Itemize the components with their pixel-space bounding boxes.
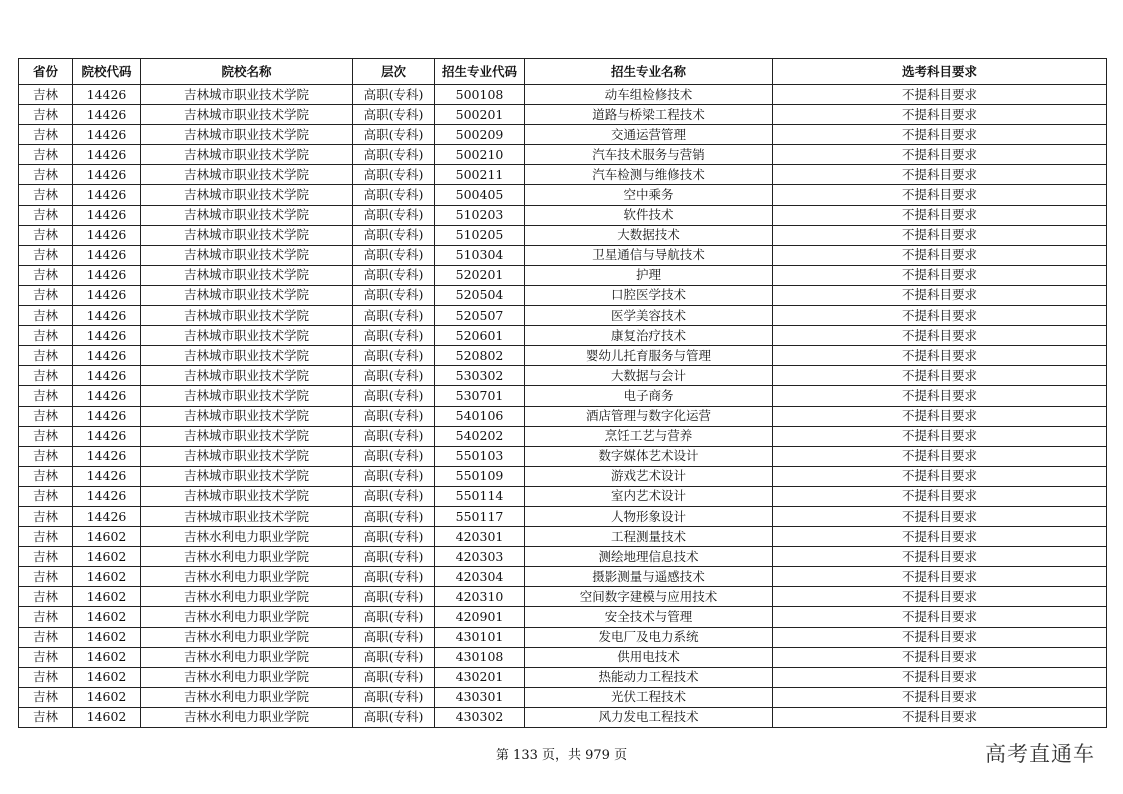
cell-level: 高职(专科) (353, 547, 435, 567)
cell-school-code: 14426 (73, 366, 141, 386)
cell-level: 高职(专科) (353, 647, 435, 667)
table-row (19, 145, 1107, 165)
cell-province: 吉林 (19, 306, 73, 326)
cell-subject-requirement: 不提科目要求 (773, 486, 1107, 506)
cell-major-code: 550109 (435, 466, 525, 486)
cell-province: 吉林 (19, 105, 73, 125)
cell-major-code: 530701 (435, 386, 525, 406)
cell-major-code: 500210 (435, 145, 525, 165)
cell-province: 吉林 (19, 326, 73, 346)
cell-level: 高职(专科) (353, 446, 435, 466)
cell-subject-requirement: 不提科目要求 (773, 446, 1107, 466)
cell-school-name: 吉林水利电力职业学院 (141, 627, 353, 647)
table-row (19, 85, 1107, 105)
cell-province: 吉林 (19, 486, 73, 506)
table-row (19, 627, 1107, 647)
cell-level: 高职(专科) (353, 185, 435, 205)
cell-major-name: 风力发电工程技术 (525, 707, 773, 727)
cell-major-name: 道路与桥梁工程技术 (525, 105, 773, 125)
cell-school-name: 吉林城市职业技术学院 (141, 346, 353, 366)
cell-major-name: 婴幼儿托育服务与管理 (525, 346, 773, 366)
cell-school-code: 14426 (73, 326, 141, 346)
cell-level: 高职(专科) (353, 607, 435, 627)
cell-school-code: 14426 (73, 506, 141, 526)
cell-major-name: 人物形象设计 (525, 506, 773, 526)
cell-school-code: 14426 (73, 145, 141, 165)
cell-level: 高职(专科) (353, 165, 435, 185)
cell-school-name: 吉林城市职业技术学院 (141, 426, 353, 446)
cell-province: 吉林 (19, 205, 73, 225)
table-row (19, 466, 1107, 486)
header-major-code: 招生专业代码 (435, 59, 525, 85)
cell-school-code: 14426 (73, 265, 141, 285)
cell-school-code: 14426 (73, 225, 141, 245)
cell-school-code: 14602 (73, 547, 141, 567)
cell-level: 高职(专科) (353, 527, 435, 547)
cell-province: 吉林 (19, 707, 73, 727)
cell-school-name: 吉林水利电力职业学院 (141, 707, 353, 727)
cell-school-code: 14426 (73, 245, 141, 265)
cell-level: 高职(专科) (353, 306, 435, 326)
table-body (19, 85, 1107, 728)
table-row (19, 366, 1107, 386)
table-row (19, 667, 1107, 687)
cell-province: 吉林 (19, 547, 73, 567)
cell-subject-requirement: 不提科目要求 (773, 567, 1107, 587)
table-row (19, 225, 1107, 245)
cell-major-name: 护理 (525, 265, 773, 285)
cell-major-name: 医学美容技术 (525, 306, 773, 326)
cell-school-code: 14426 (73, 165, 141, 185)
page-number: 第 133 页，共 979 页 (495, 748, 628, 763)
cell-subject-requirement: 不提科目要求 (773, 245, 1107, 265)
cell-level: 高职(专科) (353, 466, 435, 486)
cell-province: 吉林 (19, 647, 73, 667)
cell-major-code: 500201 (435, 105, 525, 125)
cell-province: 吉林 (19, 386, 73, 406)
cell-school-name: 吉林城市职业技术学院 (141, 245, 353, 265)
cell-school-name: 吉林城市职业技术学院 (141, 386, 353, 406)
cell-subject-requirement: 不提科目要求 (773, 547, 1107, 567)
cell-school-name: 吉林城市职业技术学院 (141, 185, 353, 205)
table-row (19, 386, 1107, 406)
cell-major-name: 口腔医学技术 (525, 285, 773, 305)
cell-major-code: 430201 (435, 667, 525, 687)
cell-major-code: 500405 (435, 185, 525, 205)
table-row (19, 406, 1107, 426)
cell-major-name: 大数据技术 (525, 225, 773, 245)
table-row (19, 245, 1107, 265)
table-row (19, 205, 1107, 225)
cell-major-name: 光伏工程技术 (525, 687, 773, 707)
cell-level: 高职(专科) (353, 366, 435, 386)
table-row (19, 587, 1107, 607)
cell-major-name: 酒店管理与数字化运营 (525, 406, 773, 426)
cell-school-name: 吉林城市职业技术学院 (141, 205, 353, 225)
cell-level: 高职(专科) (353, 225, 435, 245)
table-row (19, 527, 1107, 547)
cell-level: 高职(专科) (353, 486, 435, 506)
cell-subject-requirement: 不提科目要求 (773, 707, 1107, 727)
cell-school-code: 14426 (73, 406, 141, 426)
cell-level: 高职(专科) (353, 587, 435, 607)
cell-level: 高职(专科) (353, 506, 435, 526)
cell-major-name: 动车组检修技术 (525, 85, 773, 105)
table-row (19, 647, 1107, 667)
cell-school-code: 14426 (73, 85, 141, 105)
admissions-table (18, 58, 1107, 728)
cell-level: 高职(专科) (353, 285, 435, 305)
cell-major-code: 510304 (435, 245, 525, 265)
cell-major-code: 550103 (435, 446, 525, 466)
header-school-name: 院校名称 (141, 59, 353, 85)
cell-province: 吉林 (19, 667, 73, 687)
cell-level: 高职(专科) (353, 707, 435, 727)
cell-major-name: 大数据与会计 (525, 366, 773, 386)
cell-major-name: 卫星通信与导航技术 (525, 245, 773, 265)
cell-school-name: 吉林水利电力职业学院 (141, 607, 353, 627)
cell-school-code: 14426 (73, 125, 141, 145)
cell-province: 吉林 (19, 165, 73, 185)
cell-subject-requirement: 不提科目要求 (773, 426, 1107, 446)
cell-school-name: 吉林城市职业技术学院 (141, 145, 353, 165)
cell-school-name: 吉林水利电力职业学院 (141, 567, 353, 587)
cell-subject-requirement: 不提科目要求 (773, 647, 1107, 667)
cell-school-code: 14426 (73, 346, 141, 366)
cell-school-name: 吉林城市职业技术学院 (141, 165, 353, 185)
cell-school-name: 吉林城市职业技术学院 (141, 406, 353, 426)
cell-school-code: 14426 (73, 386, 141, 406)
cell-province: 吉林 (19, 567, 73, 587)
cell-major-code: 550117 (435, 506, 525, 526)
cell-major-code: 500209 (435, 125, 525, 145)
cell-level: 高职(专科) (353, 386, 435, 406)
cell-school-name: 吉林城市职业技术学院 (141, 125, 353, 145)
cell-school-name: 吉林城市职业技术学院 (141, 486, 353, 506)
cell-school-code: 14426 (73, 105, 141, 125)
cell-province: 吉林 (19, 527, 73, 547)
cell-school-code: 14426 (73, 285, 141, 305)
cell-level: 高职(专科) (353, 145, 435, 165)
cell-level: 高职(专科) (353, 667, 435, 687)
cell-school-code: 14602 (73, 567, 141, 587)
cell-major-code: 550114 (435, 486, 525, 506)
cell-subject-requirement: 不提科目要求 (773, 125, 1107, 145)
cell-major-name: 空中乘务 (525, 185, 773, 205)
table-row (19, 306, 1107, 326)
cell-school-name: 吉林水利电力职业学院 (141, 527, 353, 547)
cell-school-name: 吉林水利电力职业学院 (141, 587, 353, 607)
cell-major-code: 420304 (435, 567, 525, 587)
cell-province: 吉林 (19, 627, 73, 647)
cell-school-name: 吉林水利电力职业学院 (141, 547, 353, 567)
cell-province: 吉林 (19, 446, 73, 466)
header-subject-requirement: 选考科目要求 (773, 59, 1107, 85)
cell-province: 吉林 (19, 125, 73, 145)
cell-province: 吉林 (19, 85, 73, 105)
cell-major-code: 430101 (435, 627, 525, 647)
cell-school-name: 吉林城市职业技术学院 (141, 506, 353, 526)
cell-school-code: 14602 (73, 707, 141, 727)
cell-school-code: 14426 (73, 466, 141, 486)
cell-province: 吉林 (19, 506, 73, 526)
cell-subject-requirement: 不提科目要求 (773, 185, 1107, 205)
cell-major-code: 500211 (435, 165, 525, 185)
cell-school-name: 吉林城市职业技术学院 (141, 306, 353, 326)
cell-level: 高职(专科) (353, 406, 435, 426)
cell-school-name: 吉林城市职业技术学院 (141, 326, 353, 346)
table-row (19, 285, 1107, 305)
cell-major-code: 520504 (435, 285, 525, 305)
header-province: 省份 (19, 59, 73, 85)
cell-province: 吉林 (19, 245, 73, 265)
cell-level: 高职(专科) (353, 426, 435, 446)
cell-school-name: 吉林水利电力职业学院 (141, 647, 353, 667)
cell-major-name: 工程测量技术 (525, 527, 773, 547)
cell-major-name: 热能动力工程技术 (525, 667, 773, 687)
cell-school-name: 吉林城市职业技术学院 (141, 446, 353, 466)
cell-school-code: 14426 (73, 205, 141, 225)
cell-major-code: 420303 (435, 547, 525, 567)
cell-major-code: 530302 (435, 366, 525, 386)
cell-province: 吉林 (19, 587, 73, 607)
cell-subject-requirement: 不提科目要求 (773, 607, 1107, 627)
cell-major-code: 520802 (435, 346, 525, 366)
table-row (19, 707, 1107, 727)
cell-major-name: 游戏艺术设计 (525, 466, 773, 486)
cell-school-code: 14426 (73, 486, 141, 506)
cell-school-name: 吉林水利电力职业学院 (141, 687, 353, 707)
cell-major-code: 430108 (435, 647, 525, 667)
cell-major-name: 空间数字建模与应用技术 (525, 587, 773, 607)
cell-subject-requirement: 不提科目要求 (773, 346, 1107, 366)
cell-school-code: 14602 (73, 527, 141, 547)
cell-major-name: 交通运营管理 (525, 125, 773, 145)
cell-school-name: 吉林城市职业技术学院 (141, 366, 353, 386)
cell-major-name: 数字媒体艺术设计 (525, 446, 773, 466)
header-school-code: 院校代码 (73, 59, 141, 85)
cell-province: 吉林 (19, 366, 73, 386)
table-row (19, 265, 1107, 285)
cell-province: 吉林 (19, 426, 73, 446)
cell-major-code: 420901 (435, 607, 525, 627)
watermark-text: 高考直通车 (985, 742, 1095, 766)
cell-school-name: 吉林城市职业技术学院 (141, 225, 353, 245)
cell-major-name: 摄影测量与遥感技术 (525, 567, 773, 587)
cell-school-code: 14602 (73, 607, 141, 627)
cell-level: 高职(专科) (353, 627, 435, 647)
cell-school-code: 14602 (73, 687, 141, 707)
cell-major-name: 软件技术 (525, 205, 773, 225)
cell-subject-requirement: 不提科目要求 (773, 306, 1107, 326)
header-level: 层次 (353, 59, 435, 85)
cell-level: 高职(专科) (353, 567, 435, 587)
table-row (19, 185, 1107, 205)
cell-major-name: 发电厂及电力系统 (525, 627, 773, 647)
cell-subject-requirement: 不提科目要求 (773, 466, 1107, 486)
cell-province: 吉林 (19, 406, 73, 426)
table-row (19, 687, 1107, 707)
cell-major-name: 电子商务 (525, 386, 773, 406)
cell-major-code: 520507 (435, 306, 525, 326)
cell-level: 高职(专科) (353, 105, 435, 125)
cell-level: 高职(专科) (353, 125, 435, 145)
cell-level: 高职(专科) (353, 687, 435, 707)
cell-school-name: 吉林城市职业技术学院 (141, 85, 353, 105)
cell-major-code: 510205 (435, 225, 525, 245)
cell-major-name: 测绘地理信息技术 (525, 547, 773, 567)
cell-school-name: 吉林城市职业技术学院 (141, 466, 353, 486)
cell-subject-requirement: 不提科目要求 (773, 145, 1107, 165)
cell-major-code: 420301 (435, 527, 525, 547)
cell-subject-requirement: 不提科目要求 (773, 406, 1107, 426)
cell-level: 高职(专科) (353, 346, 435, 366)
table-header-row (19, 59, 1107, 85)
cell-subject-requirement: 不提科目要求 (773, 386, 1107, 406)
cell-province: 吉林 (19, 346, 73, 366)
cell-province: 吉林 (19, 145, 73, 165)
cell-school-code: 14426 (73, 446, 141, 466)
cell-subject-requirement: 不提科目要求 (773, 205, 1107, 225)
cell-major-code: 430301 (435, 687, 525, 707)
cell-school-code: 14426 (73, 306, 141, 326)
cell-subject-requirement: 不提科目要求 (773, 105, 1107, 125)
cell-subject-requirement: 不提科目要求 (773, 326, 1107, 346)
cell-subject-requirement: 不提科目要求 (773, 667, 1107, 687)
table-row (19, 326, 1107, 346)
cell-subject-requirement: 不提科目要求 (773, 285, 1107, 305)
cell-major-code: 510203 (435, 205, 525, 225)
table-row (19, 567, 1107, 587)
cell-major-code: 540106 (435, 406, 525, 426)
cell-school-name: 吉林城市职业技术学院 (141, 265, 353, 285)
cell-school-name: 吉林水利电力职业学院 (141, 667, 353, 687)
cell-school-code: 14602 (73, 627, 141, 647)
cell-school-code: 14602 (73, 587, 141, 607)
table-row (19, 346, 1107, 366)
cell-major-code: 430302 (435, 707, 525, 727)
cell-subject-requirement: 不提科目要求 (773, 687, 1107, 707)
cell-subject-requirement: 不提科目要求 (773, 225, 1107, 245)
cell-subject-requirement: 不提科目要求 (773, 527, 1107, 547)
table-row (19, 607, 1107, 627)
cell-major-name: 安全技术与管理 (525, 607, 773, 627)
cell-subject-requirement: 不提科目要求 (773, 627, 1107, 647)
cell-province: 吉林 (19, 185, 73, 205)
cell-school-code: 14602 (73, 667, 141, 687)
table-row (19, 506, 1107, 526)
table-row (19, 105, 1107, 125)
cell-school-code: 14426 (73, 426, 141, 446)
cell-major-name: 烹饪工艺与营养 (525, 426, 773, 446)
cell-subject-requirement: 不提科目要求 (773, 506, 1107, 526)
cell-province: 吉林 (19, 265, 73, 285)
table-row (19, 547, 1107, 567)
table-row (19, 165, 1107, 185)
cell-subject-requirement: 不提科目要求 (773, 165, 1107, 185)
header-major-name: 招生专业名称 (525, 59, 773, 85)
table-row (19, 486, 1107, 506)
cell-school-name: 吉林城市职业技术学院 (141, 285, 353, 305)
cell-province: 吉林 (19, 607, 73, 627)
cell-level: 高职(专科) (353, 205, 435, 225)
cell-major-code: 520601 (435, 326, 525, 346)
cell-major-code: 520201 (435, 265, 525, 285)
cell-school-name: 吉林城市职业技术学院 (141, 105, 353, 125)
cell-level: 高职(专科) (353, 265, 435, 285)
cell-province: 吉林 (19, 285, 73, 305)
cell-level: 高职(专科) (353, 326, 435, 346)
cell-major-name: 汽车检测与维修技术 (525, 165, 773, 185)
cell-major-name: 室内艺术设计 (525, 486, 773, 506)
cell-major-name: 供用电技术 (525, 647, 773, 667)
cell-province: 吉林 (19, 687, 73, 707)
cell-subject-requirement: 不提科目要求 (773, 366, 1107, 386)
cell-school-code: 14426 (73, 185, 141, 205)
cell-province: 吉林 (19, 225, 73, 245)
table-row (19, 125, 1107, 145)
cell-major-name: 康复治疗技术 (525, 326, 773, 346)
cell-level: 高职(专科) (353, 85, 435, 105)
cell-subject-requirement: 不提科目要求 (773, 85, 1107, 105)
cell-school-code: 14602 (73, 647, 141, 667)
cell-major-name: 汽车技术服务与营销 (525, 145, 773, 165)
cell-level: 高职(专科) (353, 245, 435, 265)
cell-major-code: 420310 (435, 587, 525, 607)
cell-province: 吉林 (19, 466, 73, 486)
cell-major-code: 500108 (435, 85, 525, 105)
cell-major-code: 540202 (435, 426, 525, 446)
cell-subject-requirement: 不提科目要求 (773, 587, 1107, 607)
table-row (19, 446, 1107, 466)
table-row (19, 426, 1107, 446)
cell-subject-requirement: 不提科目要求 (773, 265, 1107, 285)
